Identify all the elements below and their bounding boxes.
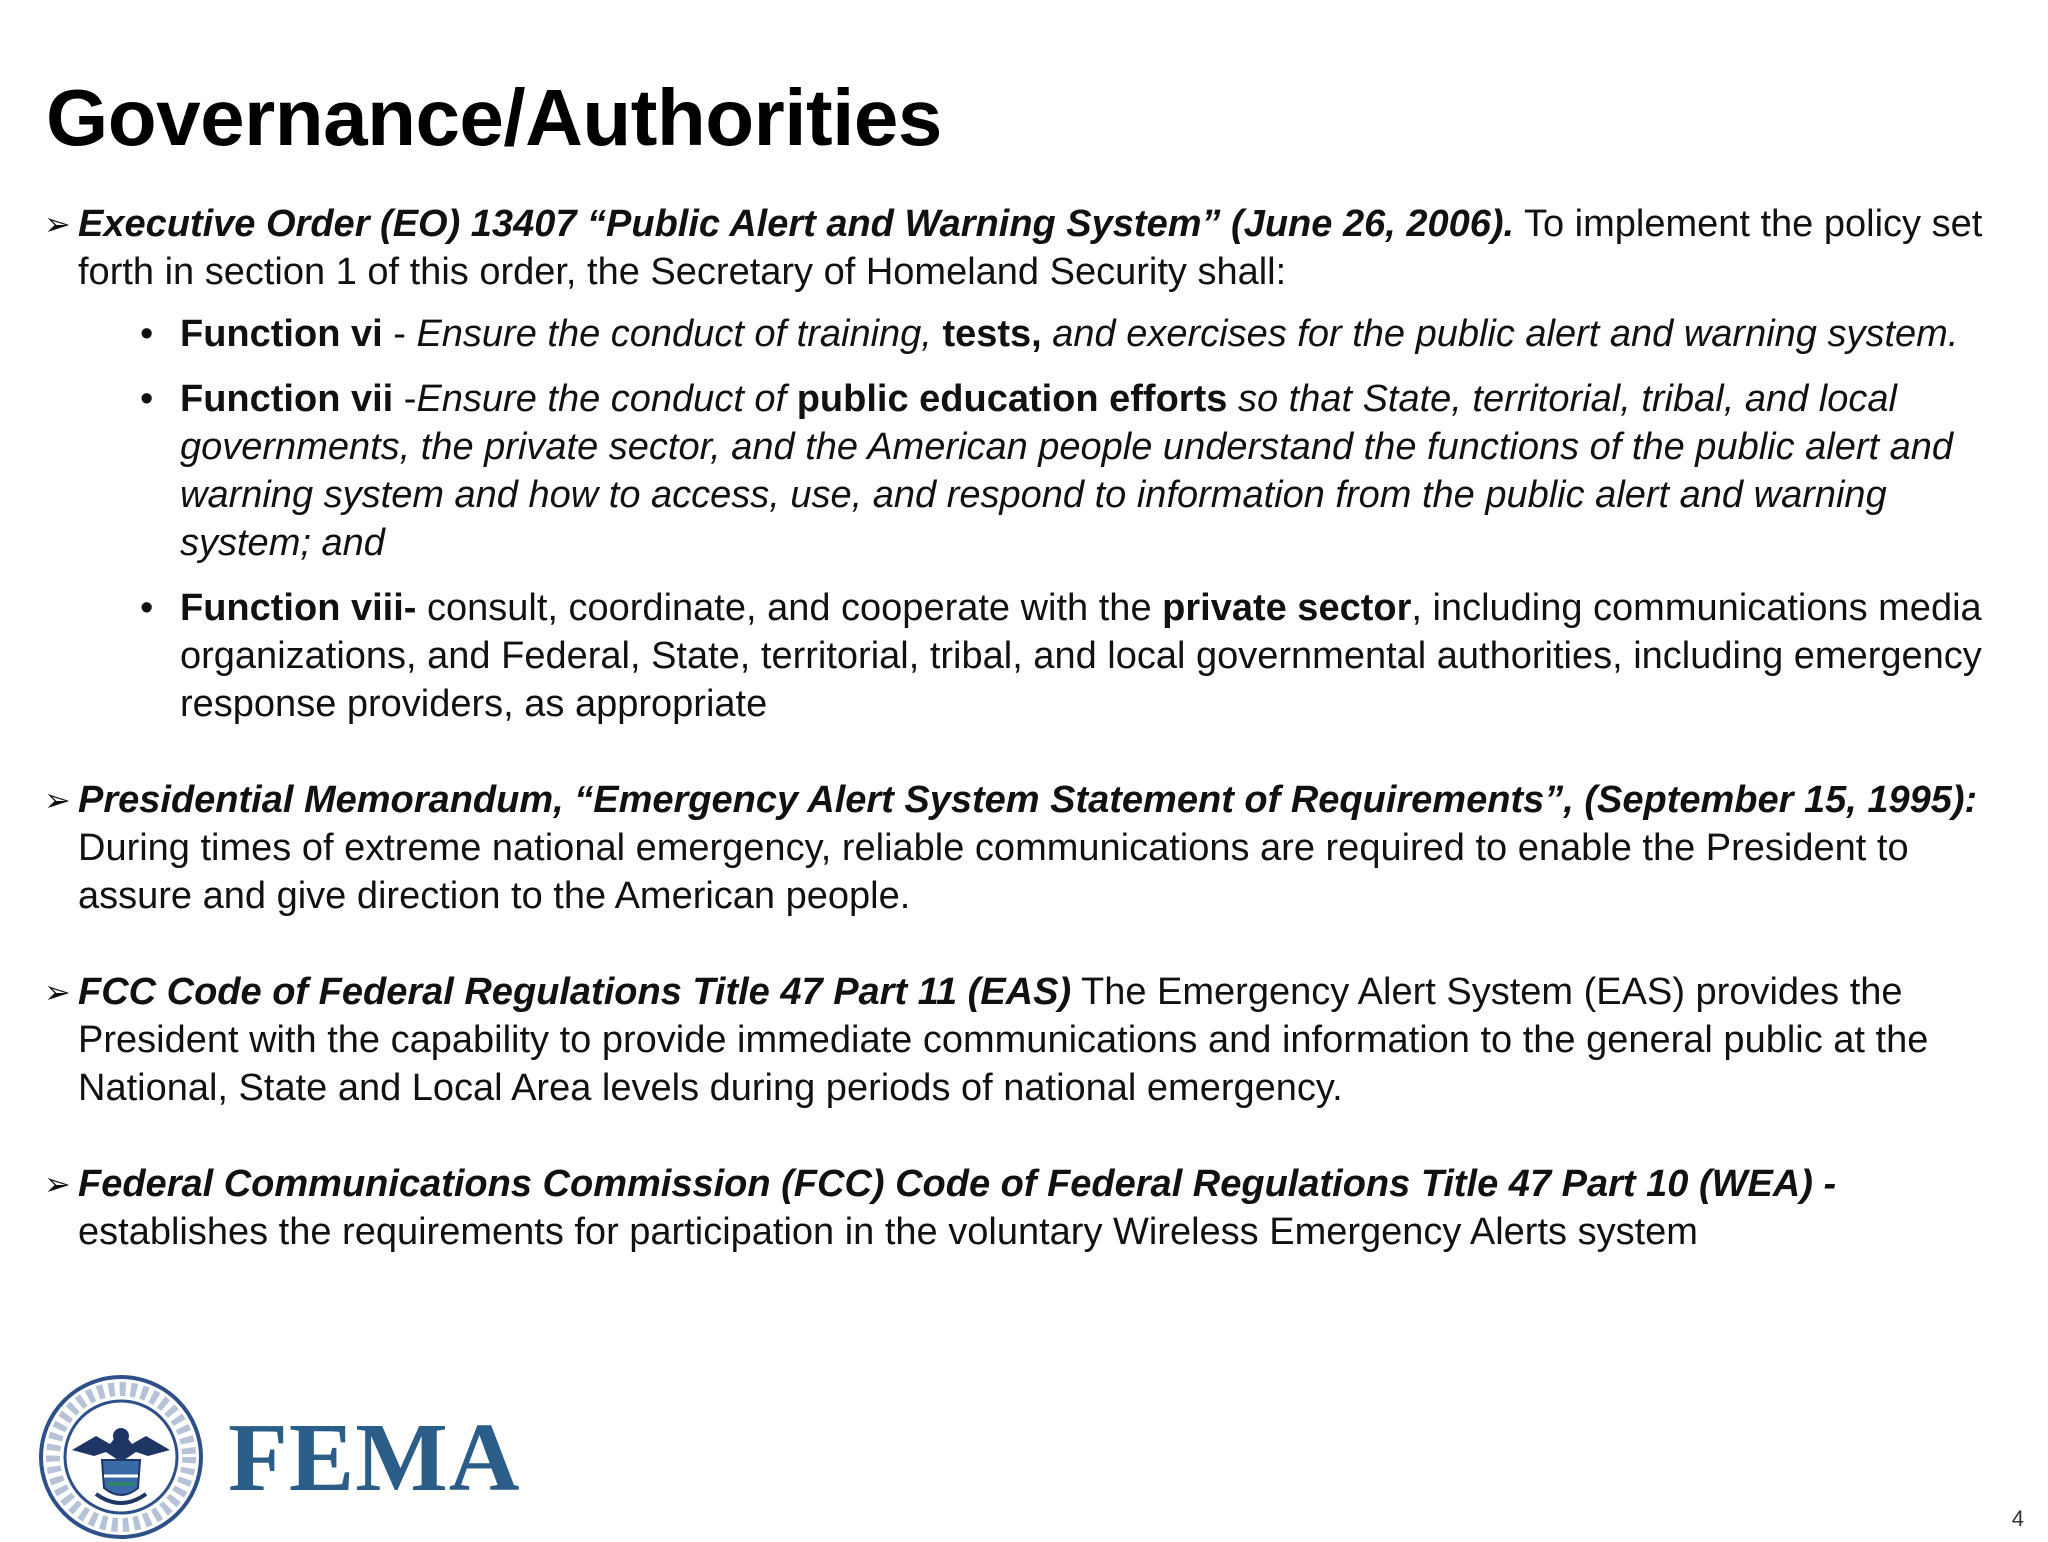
executive-order-heading: Executive Order (EO) 13407 “Public Alert and Warning System” (June 26, 2006). <box>78 203 1515 245</box>
function-label: Function vi <box>180 313 383 355</box>
function-text: Ensure the conduct of <box>416 378 797 420</box>
function-emphasis: public education efforts <box>796 378 1228 420</box>
presidential-memo-text: During times of extreme national emergency, reliable communications are required to enable the President to assure and give direction to the American people. <box>78 827 1909 917</box>
slide-body <box>44 200 2024 1304</box>
function-emphasis: tests, <box>942 313 1042 355</box>
arrow-bullet-icon: ➢ <box>44 1165 71 1203</box>
fcc-wea-item <box>44 1160 2024 1256</box>
function-list <box>44 310 2024 728</box>
function-viii-item <box>44 584 2024 728</box>
dot-bullet-icon: • <box>140 587 154 629</box>
function-vii-item <box>44 375 2024 567</box>
executive-order-text: To implement the policy set forth in section 1 of this order, the Secretary of Homeland Security shall: <box>78 203 1983 293</box>
arrow-bullet-icon: ➢ <box>44 973 71 1011</box>
function-text: Ensure the conduct of training, <box>416 313 943 355</box>
fcc-eas-heading: FCC Code of Federal Regulations Title 47 Part 11 (EAS) <box>78 971 1072 1013</box>
fcc-wea-text: establishes the requirements for participation in the voluntary Wireless Emergency Alerts system <box>78 1211 1698 1253</box>
fema-logo <box>36 1372 556 1542</box>
function-text: , including communications media organizations, and Federal, State, territorial, tribal, and local governmental authorities, including emergency response providers, as appropriate <box>180 587 1982 725</box>
fcc-eas-text: The Emergency Alert System (EAS) provides the President with the capability to provide immediate communications and information to the general public at the National, State and Local Area levels during periods of national emergency. <box>78 971 1929 1109</box>
fcc-wea-heading: Federal Communications Commission (FCC) Code of Federal Regulations Title 47 Part 10 (WEA) - <box>78 1163 1837 1205</box>
function-vi-item <box>44 310 2024 358</box>
page-number: 4 <box>2011 1506 2024 1531</box>
function-text: and exercises for the public alert and warning system. <box>1041 313 1959 355</box>
slide-title: Governance/Authorities <box>46 73 942 162</box>
fcc-eas-item <box>44 968 2024 1112</box>
function-separator: - <box>382 313 417 355</box>
function-text: so that State, territorial, tribal, and local governments, the private sector, and the American people understand the functions of the public alert and warning system and how to access, use, and respond to information from the public alert and warning system; and <box>180 378 1954 564</box>
presidential-memo-item <box>44 776 2024 920</box>
dot-bullet-icon: • <box>140 313 154 355</box>
executive-order-item <box>44 200 2024 296</box>
arrow-bullet-icon: ➢ <box>44 205 71 243</box>
arrow-bullet-icon: ➢ <box>44 781 71 819</box>
function-label: Function viii- <box>180 587 417 629</box>
presidential-memo-heading: Presidential Memorandum, “Emergency Alert System Statement of Requirements”, (September 15, 1995): <box>78 779 1978 821</box>
function-label: Function vii <box>180 378 394 420</box>
function-separator: - <box>393 378 417 420</box>
function-emphasis: private sector <box>1162 587 1412 629</box>
function-text: consult, coordinate, and cooperate with the <box>416 587 1163 629</box>
dot-bullet-icon: • <box>140 378 154 420</box>
dhs-seal-icon <box>36 1372 206 1542</box>
fema-wordmark: FEMA <box>228 1404 521 1512</box>
